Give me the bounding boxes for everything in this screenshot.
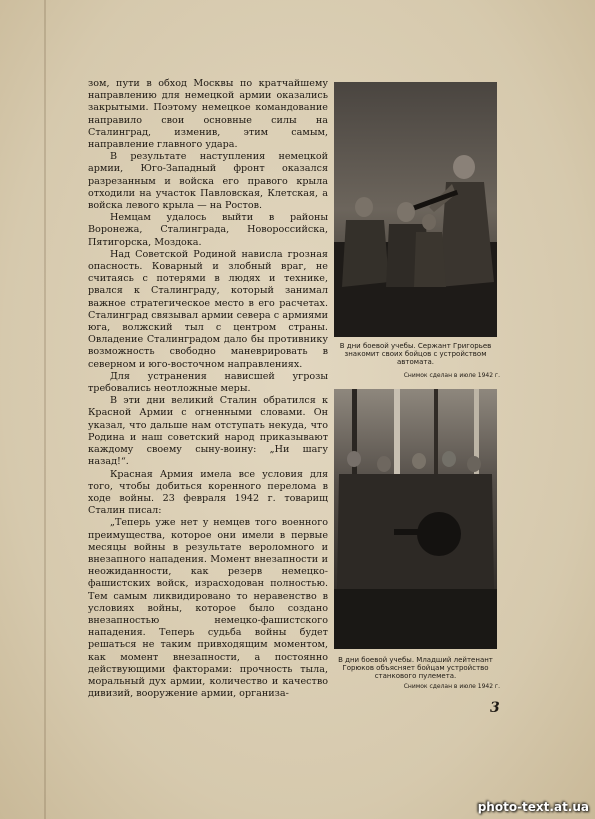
paragraph-4: Над Советской Родиной нависла грозная опасность. Коварный и злобный враг, не считаясь с потерями в людях и технике, рвался к Сталинграду, который занимал важное стратегическое место в его расчетах. Сталинград связывал армии севера с армиями юга, волжский тыл с центром страны. Овладение Сталинградом дало бы противнику возможность свободно маневрировать в северном и юго-восточном направлениях.: [88, 248, 328, 370]
paragraph-6: В эти дни великий Сталин обратился к Красной Армии с огненными словами. Он указал, что дальше нам отступать некуда, что Родина и наш советский народ приказывают каждому своему сыну-воину: „Ни шагу назад!“.: [88, 395, 328, 468]
photo-soldiers-automatic-rifle: [334, 82, 497, 337]
photo1-caption: В дни боевой учебы. Сержант Григорьев знакомит своих бойцов с устройством автомата.: [339, 342, 492, 366]
photo-soldiers-machine-gun: [334, 389, 497, 649]
paragraph-5: Для устранения нависшей угрозы требовались неотложные меры.: [88, 370, 328, 395]
paragraph-2: В результате наступления немецкой армии, Юго-Западный фронт оказался разрезанным и войска его правого крыла отходили на участок Павловская, Клетская, а войска левого крыла — на Ростов.: [88, 151, 328, 212]
paragraph-8-quote: „Теперь уже нет у немцев того военного преимущества, которое они имели в первые месяцы войны в результате вероломного и внезапного нападения. Момент внезапности и неожиданности, как резерв немецко-фашистских войск, израсходован полностью. Тем самым ликвидировано то неравенство в условиях войны, которое было создано внезапностью немецко-фашистского нападения. Теперь судьба войны будет решаться не таким привходящим моментом, как момент внезапности, а постоянно действующими факторами: прочность тыла, моральный дух армии, количество и качество дивизий, вооружение армии, организа-: [88, 517, 328, 700]
photo2-credit: Снимок сделан в июле 1942 г.: [403, 683, 500, 690]
paragraph-3: Немцам удалось выйти в районы Воронежа, Сталинграда, Новороссийска, Пятигорска, Моздока.: [88, 212, 328, 248]
photo2-caption: В дни боевой учебы. Младший лейтенант Горюков объясняет бойцам устройство станкового пулемета.: [338, 656, 493, 680]
main-text-column: [88, 78, 328, 700]
photo1-credit: Снимок сделан в июле 1942 г.: [403, 372, 500, 379]
site-watermark: photo-text.at.ua: [477, 800, 589, 814]
page-fold-shadow: [44, 0, 46, 819]
paragraph-1: зом, пути в обход Москвы по кратчайшему направлению для немецкой армии оказались закрытыми. Поэтому немецкое командование направило свои основные силы на Сталинград, изменив, этим самым, направление главного удара.: [88, 78, 328, 151]
paragraph-7: Красная Армия имела все условия для того, чтобы добиться коренного перелома в ходе войны. 23 февраля 1942 г. товарищ Сталин писал:: [88, 468, 328, 517]
page-number: 3: [490, 700, 500, 716]
